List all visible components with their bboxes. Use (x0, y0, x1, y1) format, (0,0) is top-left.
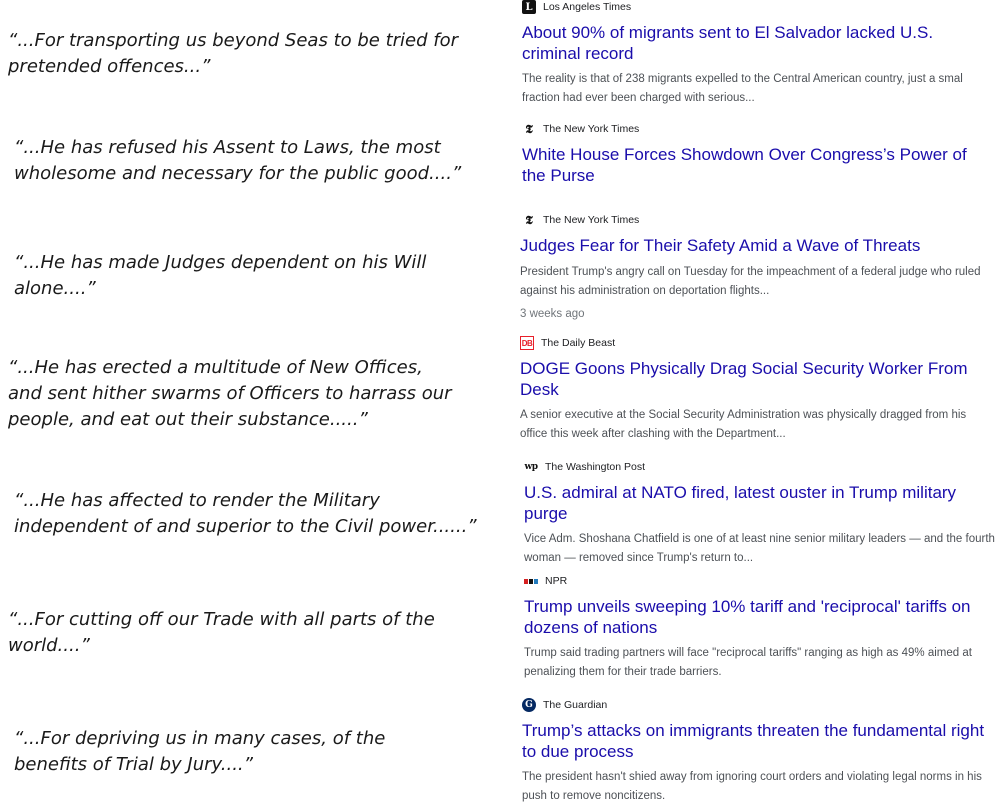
guardian-logo-icon: G (522, 698, 536, 712)
news-source-name: Los Angeles Times (543, 1, 632, 13)
news-headline-link[interactable]: DOGE Goons Physically Drag Social Security Worker From Desk (520, 359, 968, 399)
nyt-logo-icon: 𝕿 (525, 121, 533, 136)
npr-logo-block (534, 579, 538, 584)
la-times-logo-icon: L (522, 0, 536, 14)
news-source (522, 698, 607, 712)
npr-logo-icon (524, 579, 538, 584)
news-snippet: President Trump's angry call on Tuesday for the impeachment of a federal judge who ruled against his administration on deportation flights... (520, 266, 981, 297)
news-source (522, 122, 639, 136)
news-source-name: The Washington Post (545, 461, 645, 473)
npr-logo-block (529, 579, 533, 584)
quote-5: “...He has affected to render the Military independent of and superior to the Civil power......” (14, 490, 477, 537)
quote-1: “...For transporting us beyond Seas to be tried for pretended offences...” (8, 30, 459, 77)
quote-4: “...He has erected a multitude of New Offices, and sent hither swarms of Officers to harrass our people, and eat out their substance.....” (8, 357, 452, 430)
news-headline-link[interactable]: Trump’s attacks on immigrants threaten the fundamental right to due process (522, 721, 985, 761)
npr-logo-block (524, 579, 528, 584)
news-snippet: The president hasn't shied away from ignoring court orders and violating legal norms in his push to remove noncitizens. (522, 771, 982, 802)
quote-6: “...For cutting off our Trade with all parts of the world....” (8, 609, 435, 656)
news-source (522, 0, 631, 14)
news-source (524, 574, 567, 588)
news-source-name: The Daily Beast (541, 337, 616, 349)
news-source-name: The Guardian (543, 699, 608, 711)
news-headline-link[interactable]: Trump unveils sweeping 10% tariff and 'reciprocal' tariffs on dozens of nations (524, 597, 971, 637)
news-source (522, 213, 639, 227)
news-source-name: NPR (545, 575, 568, 587)
news-source (520, 336, 615, 350)
news-snippet: Vice Adm. Shoshana Chatfield is one of at least nine senior military leaders — and the fourth woman — removed since Trump's return to... (524, 533, 995, 564)
news-timestamp: 3 weeks ago (520, 308, 585, 320)
quote-2: “...He has refused his Assent to Laws, the most wholesome and necessary for the public good....” (14, 137, 462, 184)
news-headline-link[interactable]: About 90% of migrants sent to El Salvador lacked U.S. criminal record (522, 23, 934, 63)
daily-beast-logo-icon: DB (520, 336, 534, 350)
news-snippet: A senior executive at the Social Security Administration was physically dragged from his office this week after clashing with the Department... (520, 409, 967, 440)
quote-3: “...He has made Judges dependent on his Will alone....” (14, 252, 427, 299)
news-headline-link[interactable]: U.S. admiral at NATO fired, latest ouster in Trump military purge (524, 483, 957, 523)
news-source-name: The New York Times (543, 214, 640, 226)
news-headline-link[interactable]: White House Forces Showdown Over Congress’s Power of the Purse (522, 145, 967, 185)
news-headline-link[interactable]: Judges Fear for Their Safety Amid a Wave of Threats (520, 236, 921, 255)
nyt-logo-icon: 𝕿 (525, 212, 533, 227)
news-source-name: The New York Times (543, 123, 640, 135)
washington-post-logo-icon: wp (524, 462, 538, 472)
quote-7: “...For depriving us in many cases, of the benefits of Trial by Jury....” (14, 728, 386, 775)
news-snippet: Trump said trading partners will face "reciprocal tariffs" ranging as high as 49% aimed at penalizing them for their trade barriers. (524, 647, 972, 678)
news-snippet: The reality is that of 238 migrants expelled to the Central American country, just a smal fraction had ever been charged with serious... (522, 73, 963, 104)
news-source (524, 460, 645, 474)
